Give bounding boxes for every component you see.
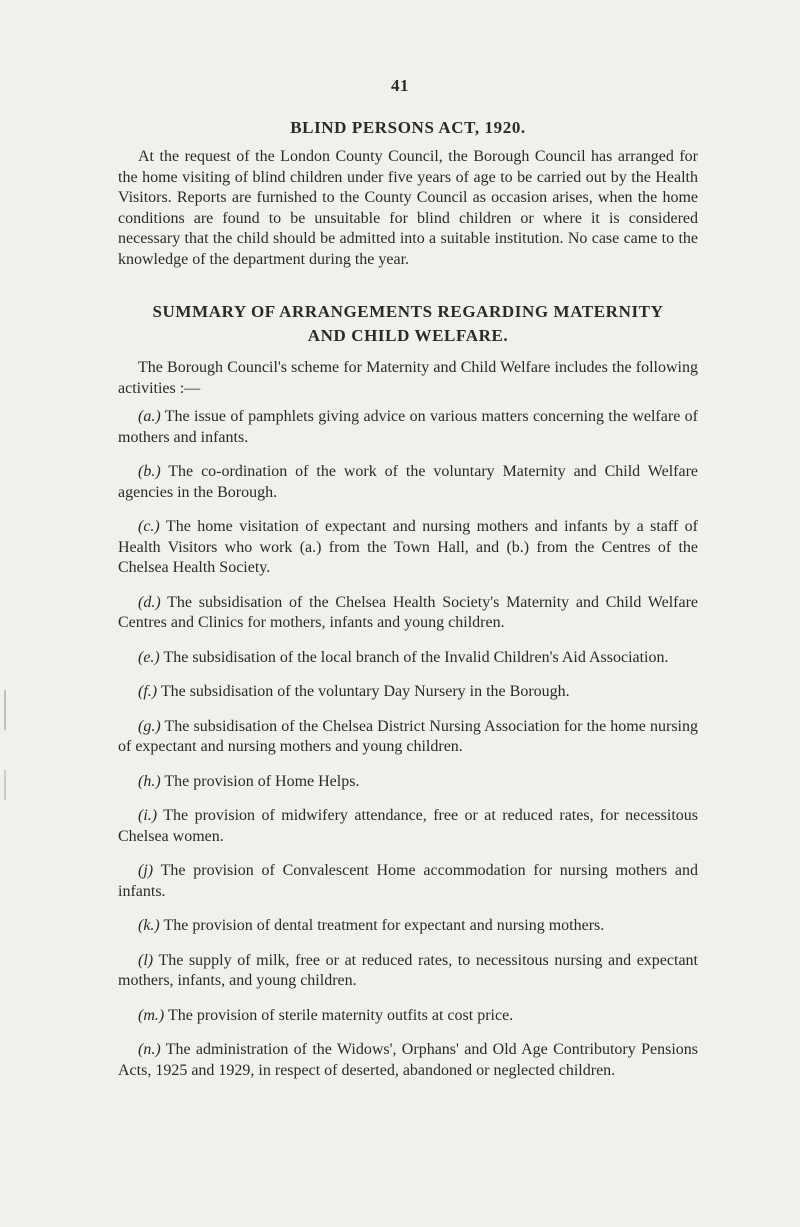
item-marker: (d.) <box>138 593 161 611</box>
item-text: The subsidisation of the Chelsea Health Society's Maternity and Child Welfare Centres and Clinics for mothers, infants and young children. <box>118 593 699 631</box>
item-text: The provision of Convalescent Home accommodation for nursing mothers and infants. <box>118 862 698 900</box>
item-marker: (b.) <box>138 463 161 480</box>
item-marker: (e.) <box>138 648 160 666</box>
blind-persons-act-heading: BLIND PERSONS ACT, 1920. <box>290 118 526 137</box>
list-item <box>118 682 698 703</box>
item-marker: (a.) <box>138 408 161 425</box>
item-text: The supply of milk, free or at reduced rates, to necessitous nursing and expectant mothers, infants, and young children. <box>118 951 699 989</box>
item-text: The home visitation of expectant and nursing mothers and infants by a staff of Health Visitors who work (a.) from the Town Hall, and (b.) from the Centres of the Chelsea Health Society. <box>118 518 699 576</box>
maternity-heading-line-1: SUMMARY OF ARRANGEMENTS REGARDING MATERNITY <box>152 302 664 321</box>
item-text: The co-ordination of the work of the voluntary Maternity and Child Welfare agencies in the Borough. <box>118 463 698 501</box>
maternity-summary-heading <box>118 300 698 348</box>
item-marker: (l) <box>138 951 154 969</box>
item-marker: (h.) <box>138 772 161 790</box>
item-text: The subsidisation of the local branch of the Invalid Children's Aid Association. <box>163 648 669 666</box>
list-item <box>118 717 698 758</box>
page-content <box>118 116 698 1095</box>
item-marker: (c.) <box>138 518 160 535</box>
item-marker: (j) <box>138 862 154 879</box>
list-item <box>118 407 698 448</box>
item-marker: (g.) <box>138 717 161 735</box>
list-item <box>118 462 698 503</box>
list-item <box>118 648 698 669</box>
list-item <box>118 772 698 793</box>
item-text: The administration of the Widows', Orphans' and Old Age Contributory Pensions Acts, 1925 and 1929, in respect of deserted, abandoned or neglected children. <box>118 1041 698 1079</box>
maternity-heading-line-2: AND CHILD WELFARE. <box>307 326 509 345</box>
item-marker: (f.) <box>138 683 158 700</box>
list-item <box>118 517 698 579</box>
list-item <box>118 1040 698 1081</box>
item-marker: (k.) <box>138 917 160 934</box>
activities-list <box>118 407 698 1081</box>
blind-persons-paragraph: At the request of the London County Council, the Borough Council has arranged for the home visiting of blind children under five years of age to be carried out by the Health Visitors. Reports are furnished to the County Council as occasion arises, when the home conditions are found to be unsuitable for blind children or where it is considered necessary that the child should be admitted into a suitable institution. No case came to the knowledge of the department during the year. <box>118 148 698 268</box>
list-item <box>118 916 698 937</box>
item-text: The provision of midwifery attendance, free or at reduced rates, for necessitous Chelsea women. <box>118 807 699 845</box>
page-number: 41 <box>391 76 409 95</box>
list-item <box>118 593 698 634</box>
margin-line-mark <box>4 770 6 800</box>
item-marker: (i.) <box>138 807 158 824</box>
margin-line-mark <box>4 690 6 730</box>
item-text: The subsidisation of the Chelsea District Nursing Association for the home nursing of expectant and nursing mothers and young children. <box>118 717 698 755</box>
list-item <box>118 1006 698 1027</box>
item-text: The provision of sterile maternity outfits at cost price. <box>167 1006 514 1024</box>
list-item <box>118 806 698 847</box>
item-text: The issue of pamphlets giving advice on various matters concerning the welfare of mothers and infants. <box>118 408 698 446</box>
item-marker: (m.) <box>138 1006 165 1024</box>
item-text: The subsidisation of the voluntary Day Nursery in the Borough. <box>160 683 570 700</box>
list-item <box>118 951 698 992</box>
item-text: The provision of Home Helps. <box>164 772 360 790</box>
item-text: The provision of dental treatment for expectant and nursing mothers. <box>163 917 605 934</box>
scheme-intro-paragraph: The Borough Council's scheme for Maternity and Child Welfare includes the following activities :— <box>118 359 698 397</box>
list-item <box>118 861 698 902</box>
item-marker: (n.) <box>138 1041 161 1058</box>
